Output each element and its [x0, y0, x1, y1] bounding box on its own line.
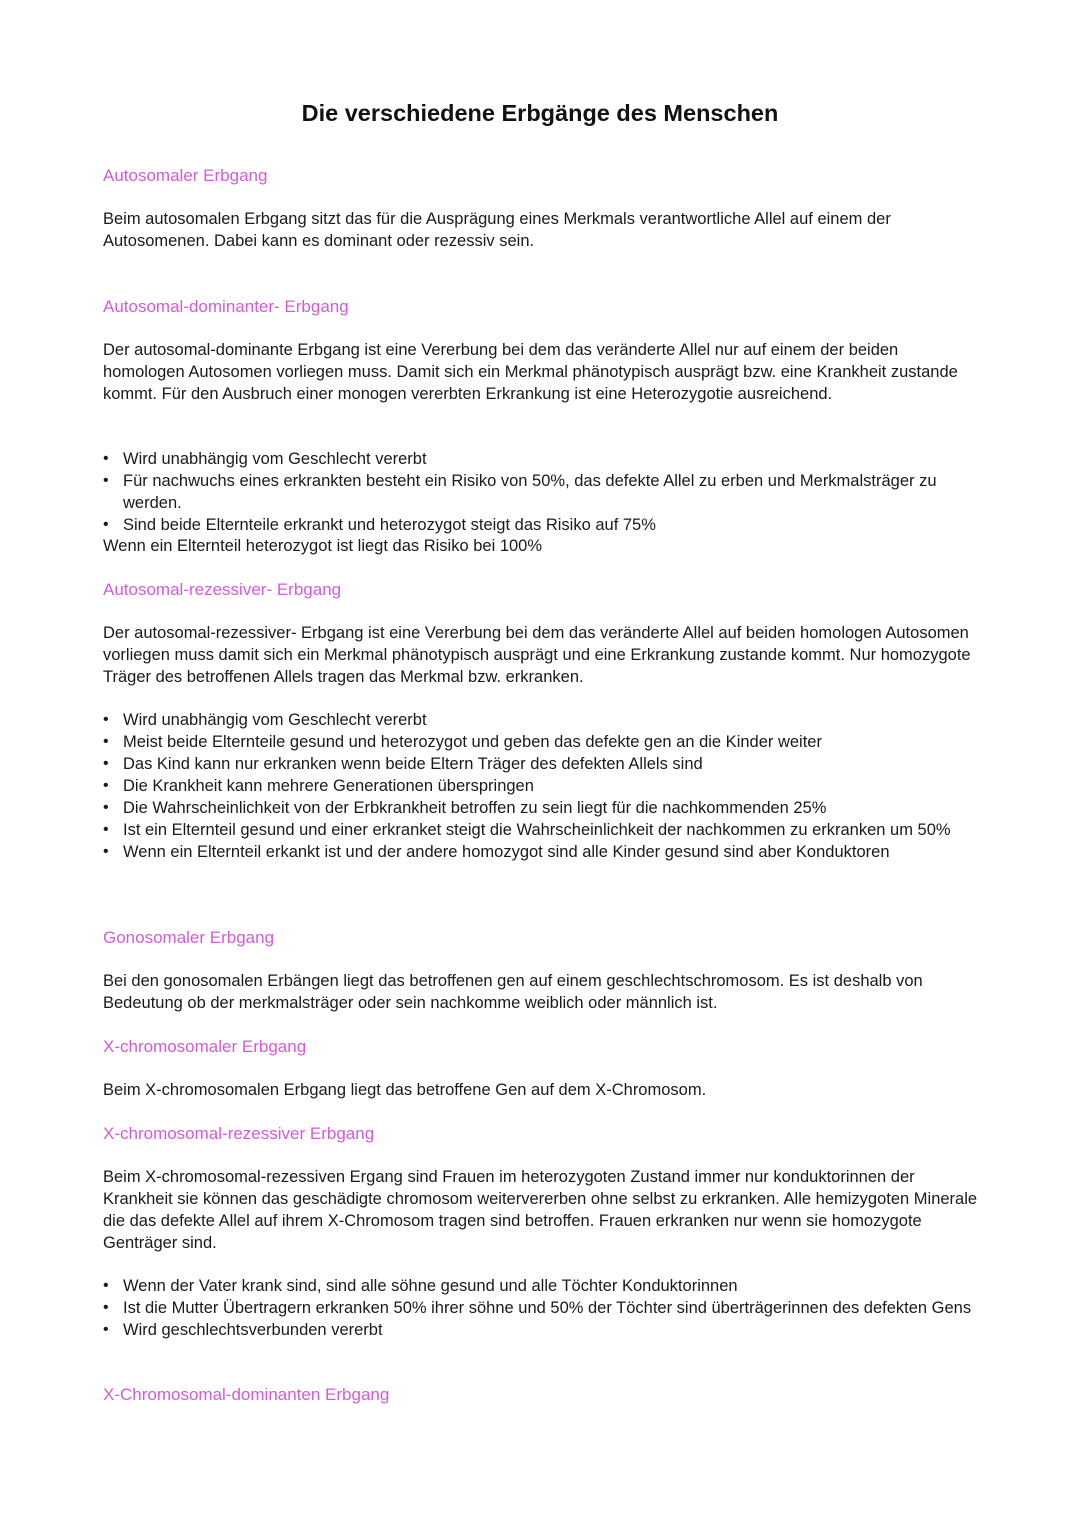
- paragraph-x-chromosomal: Beim X-chromosomalen Erbgang liegt das betroffene Gen auf dem X-Chromosom.: [103, 1081, 707, 1099]
- list-item: • Sind beide Elternteile erkrankt und heterozygot steigt das Risiko auf 75%: [103, 514, 983, 536]
- list-item: • Ist ein Elternteil gesund und einer erkranket steigt die Wahrscheinlichkeit der nachkommen zu erkranken um 50%: [103, 819, 983, 841]
- heading-x-dominant: X-Chromosomal-dominanten Erbgang: [103, 1385, 390, 1404]
- list-item: • Das Kind kann nur erkranken wenn beide Eltern Träger des defekten Allels sind: [103, 753, 983, 775]
- list-item: • Wird geschlechtsverbunden vererbt: [103, 1319, 983, 1341]
- document-title: Die verschiedene Erbgänge des Menschen: [301, 100, 779, 126]
- list-x-recessive: [103, 1275, 983, 1341]
- heading-x-chromosomal: X-chromosomaler Erbgang: [103, 1037, 307, 1056]
- list-item: • Für nachwuchs eines erkrankten besteht ein Risiko von 50%, das defekte Allel zu erben und Merkmalsträger zu werden.: [103, 470, 983, 514]
- list-item: • Meist beide Elternteile gesund und heterozygot und geben das defekte gen an die Kinder weiter: [103, 731, 983, 753]
- list-autosomal-dominant: [103, 448, 983, 536]
- paragraph-autosomal: Beim autosomalen Erbgang sitzt das für die Ausprägung eines Merkmals verantwortliche Allel auf einem der Autosomenen. Dabei kann es dominant oder rezessiv sein.: [103, 210, 891, 250]
- list-item: • Die Krankheit kann mehrere Generationen überspringen: [103, 775, 983, 797]
- heading-gonosomal: Gonosomaler Erbgang: [103, 928, 275, 947]
- heading-x-recessive: X-chromosomal-rezessiver Erbgang: [103, 1124, 375, 1143]
- paragraph-x-recessive: Beim X-chromosomal-rezessiven Ergang sind Frauen im heterozygoten Zustand immer nur konduktorinnen der Krankheit sie können das geschädigte chromosom weitervererben ohne selbst zu erkranken. Alle hemizygoten Minerale die das defekte Allel auf ihrem X-Chromosom tragen sind betroffen. Frauen erkranken nur wenn sie homozygote Genträger sind.: [103, 1168, 978, 1252]
- list-item: • Die Wahrscheinlichkeit von der Erbkrankheit betroffen zu sein liegt für die nachkommenden 25%: [103, 797, 983, 819]
- heading-autosomal-recessive: Autosomal-rezessiver- Erbgang: [103, 580, 342, 599]
- paragraph-autosomal-recessive: Der autosomal-rezessiver- Erbgang ist eine Vererbung bei dem das veränderte Allel auf beiden homologen Autosomen vorliegen muss damit sich ein Merkmal phänotypisch ausprägt und eine Erkrankung zustande kommt. Nur homozygote Träger des betroffenen Allels tragen das Merkmal bzw. erkranken.: [103, 624, 971, 686]
- list-item: • Wenn der Vater krank sind, sind alle söhne gesund und alle Töchter Konduktorinnen: [103, 1275, 983, 1297]
- list-item: • Ist die Mutter Übertragern erkranken 50% ihrer söhne und 50% der Töchter sind überträgerinnen des defekten Gens: [103, 1297, 983, 1319]
- list-item: • Wenn ein Elternteil erkankt ist und der andere homozygot sind alle Kinder gesund sind aber Konduktoren: [103, 841, 983, 863]
- paragraph-autosomal-dominant: Der autosomal-dominante Erbgang ist eine Vererbung bei dem das veränderte Allel nur auf einem der beiden homologen Autosomen vorliegen muss. Damit sich ein Merkmal phänotypisch ausprägt bzw. eine Krankheit zustande kommt. Für den Ausbruch einer monogen vererbten Erkrankung ist eine Heterozygotie ausreichend.: [103, 341, 958, 403]
- paragraph-autosomal-dominant-note: Wenn ein Elternteil heterozygot ist liegt das Risiko bei 100%: [103, 537, 543, 555]
- paragraph-gonosomal: Bei den gonosomalen Erbängen liegt das betroffenen gen auf einem geschlechtschromosom. Es ist deshalb von Bedeutung ob der merkmalsträger oder sein nachkomme weiblich oder männlich ist.: [103, 972, 923, 1012]
- heading-autosomal-dominant: Autosomal-dominanter- Erbgang: [103, 297, 349, 316]
- list-item: • Wird unabhängig vom Geschlecht vererbt: [103, 448, 983, 470]
- list-item: • Wird unabhängig vom Geschlecht vererbt: [103, 709, 983, 731]
- heading-autosomal: Autosomaler Erbgang: [103, 166, 268, 185]
- list-autosomal-recessive: [103, 709, 983, 863]
